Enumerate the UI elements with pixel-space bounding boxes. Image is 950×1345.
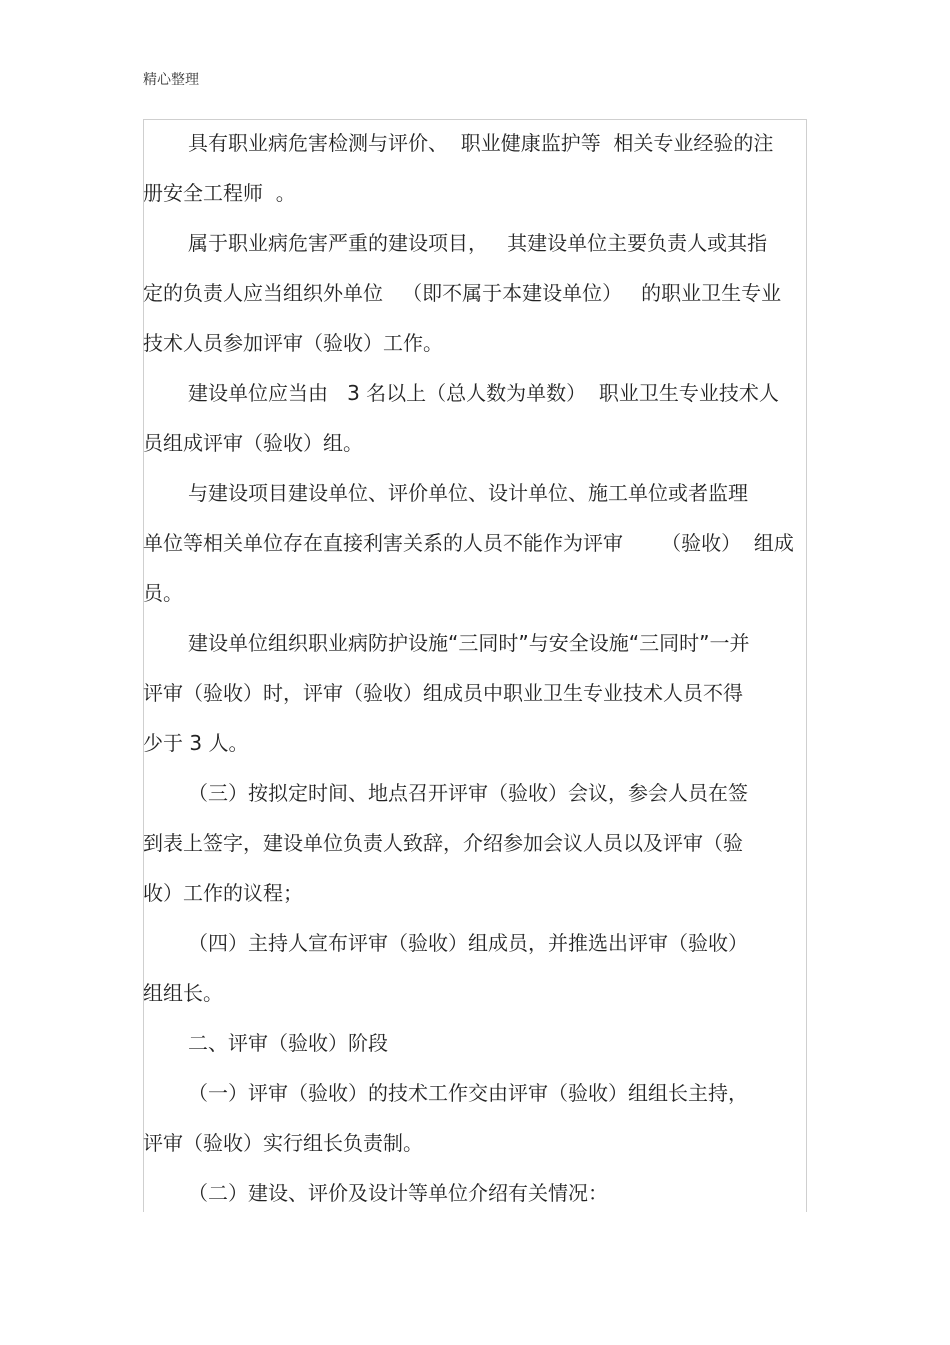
text-line: （二）建设、评价及设计等单位介绍有关情况：: [188, 1181, 608, 1205]
text-line: 评审（验收）实行组长负责制。: [143, 1131, 423, 1155]
section-heading: 二、评审（验收）阶段: [188, 1031, 388, 1055]
text-line: 技术人员参加评审（验收）工作。: [143, 331, 443, 355]
text-line: 定的负责人应当组织外单位 （即不属于本建设单位） 的职业卫生专业: [143, 281, 782, 305]
text-line: （三）按拟定时间、地点召开评审（验收）会议，参会人员在签: [188, 781, 748, 805]
text-line: 属于职业病危害严重的建设项目， 其建设单位主要负责人或其指: [188, 231, 768, 255]
text-line: 单位等相关单位存在直接利害关系的人员不能作为评审 （验收） 组成: [143, 531, 794, 555]
text-line: 评审（验收）时，评审（验收）组成员中职业卫生专业技术人员不得: [143, 681, 743, 705]
text-line: 到表上签字，建设单位负责人致辞，介绍参加会议人员以及评审（验: [143, 831, 743, 855]
text-line: 组组长。: [143, 981, 223, 1005]
text-line: 与建设项目建设单位、评价单位、设计单位、施工单位或者监理: [188, 481, 748, 505]
text-line: 具有职业病危害检测与评价、 职业健康监护等 相关专业经验的注: [188, 131, 774, 155]
text-line: 少于 3 人。: [143, 731, 249, 755]
text-line: 收）工作的议程；: [143, 881, 303, 905]
text-line: （四）主持人宣布评审（验收）组成员，并推选出评审（验收）: [188, 931, 748, 955]
page-header: 精心整理: [143, 72, 199, 88]
text-line: （一）评审（验收）的技术工作交由评审（验收）组组长主持，: [188, 1081, 748, 1105]
text-line: 册安全工程师 。: [143, 181, 296, 205]
text-line: 员。: [143, 581, 183, 605]
text-line: 建设单位应当由 3 名以上（总人数为单数） 职业卫生专业技术人: [188, 381, 779, 405]
text-line: 建设单位组织职业病防护设施“三同时”与安全设施“三同时”一并: [188, 631, 750, 655]
text-line: 员组成评审（验收）组。: [143, 431, 363, 455]
